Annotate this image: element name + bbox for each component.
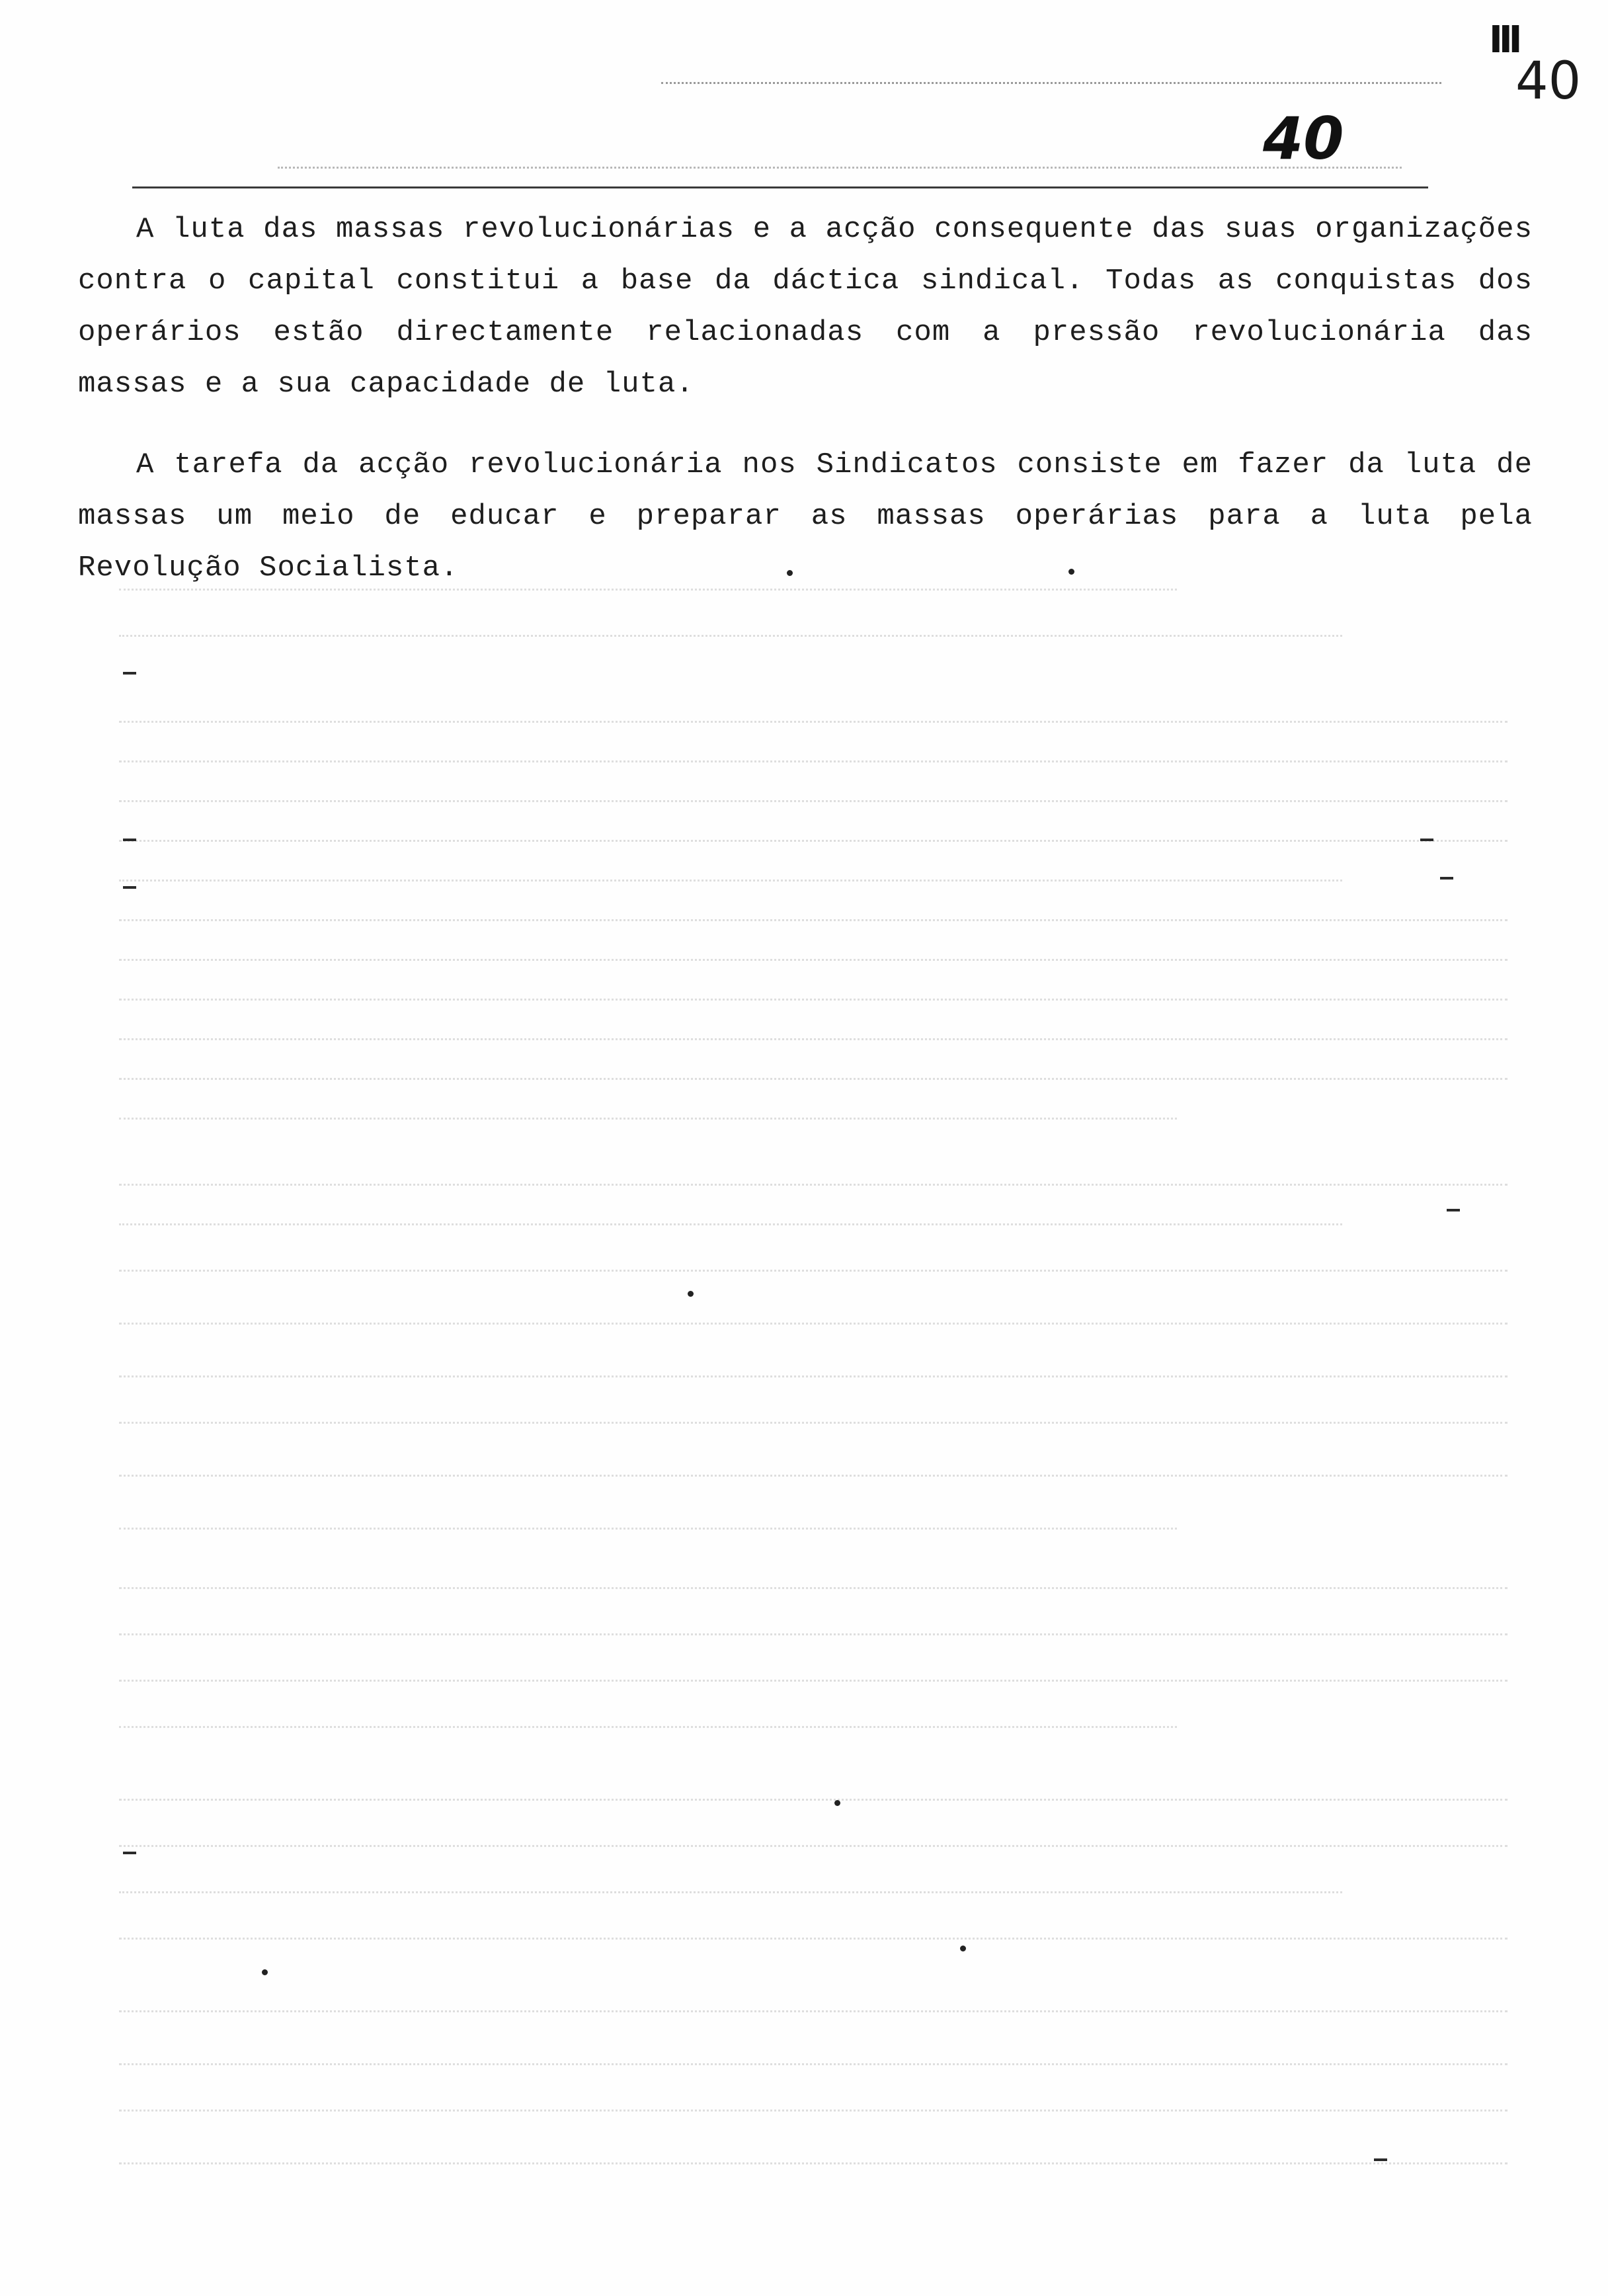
stray-dash	[123, 886, 136, 889]
faint-header-text	[661, 66, 1441, 84]
bleed-through-line	[119, 1270, 1508, 1285]
bleed-through-line	[119, 1726, 1177, 1741]
ink-speck	[1068, 569, 1074, 575]
bleed-through-line	[119, 589, 1177, 604]
bleed-through-line	[119, 1938, 1508, 1953]
bleed-through-line	[119, 1891, 1342, 1906]
bleed-through-line	[119, 1475, 1508, 1490]
bleed-through-line	[119, 2110, 1508, 2125]
bleed-through-line	[119, 2063, 1508, 2078]
stray-dash	[1440, 877, 1453, 880]
bleed-through-line	[119, 1323, 1508, 1338]
bleed-through-line	[119, 1375, 1508, 1391]
bleed-through-line	[119, 800, 1508, 815]
bleed-through-line	[119, 1184, 1508, 1199]
stray-dash	[123, 839, 136, 841]
stamped-page-number: 40	[1263, 104, 1344, 173]
bleed-through-line	[119, 1680, 1508, 1695]
ink-speck	[688, 1291, 694, 1297]
bleed-through-line	[119, 1118, 1177, 1133]
ink-speck	[834, 1800, 840, 1806]
bleed-through-line	[119, 1422, 1508, 1437]
stray-dash	[123, 1852, 136, 1854]
bleed-through-line	[119, 721, 1508, 736]
corner-page-number: 40	[1515, 52, 1582, 111]
bleed-through-line	[119, 2162, 1508, 2178]
bleed-through-line	[119, 1799, 1508, 1814]
bleed-through-line	[119, 1223, 1342, 1239]
paragraph-1: A luta das massas revolucionárias e a acção consequente das suas organizações contra o capital constitui a base da dáctica sindical. Todas as conquistas dos operários estão directamente relacionadas com a pressão revolucionária das massas e a sua capacidade de luta.	[78, 213, 1533, 401]
paragraph-2: A tarefa da acção revolucionária nos Sindicatos consiste em fazer da luta de massas um meio de educar e preparar as massas operárias para a luta pela Revolução Socialista.	[78, 448, 1533, 585]
stray-dash	[1420, 839, 1433, 841]
bleed-through-line	[119, 959, 1508, 974]
bleed-through-line	[119, 635, 1342, 650]
stray-dash	[1447, 1209, 1460, 1211]
bleed-through-line	[119, 919, 1508, 934]
bleed-through-line	[119, 1587, 1508, 1602]
bleed-through-line	[119, 2010, 1508, 2026]
stray-dash	[123, 672, 136, 675]
ink-speck	[262, 1969, 268, 1975]
bleed-through-line	[119, 840, 1508, 855]
bleed-through-line	[119, 1038, 1508, 1053]
stray-dash	[1374, 2158, 1387, 2161]
faint-header-text-2	[278, 153, 1402, 169]
bleed-through-line	[119, 1078, 1508, 1093]
ink-speck	[960, 1946, 966, 1951]
bleed-through-line	[119, 1528, 1177, 1543]
bleed-through-line	[119, 760, 1508, 776]
bleed-through-line	[119, 1845, 1508, 1860]
header-rule	[132, 186, 1428, 188]
bleed-through-line	[119, 999, 1508, 1014]
ink-speck	[787, 570, 793, 576]
bleed-through-line	[119, 1633, 1508, 1649]
bleed-through-line	[119, 880, 1342, 895]
handwritten-mark: III	[1489, 19, 1519, 62]
